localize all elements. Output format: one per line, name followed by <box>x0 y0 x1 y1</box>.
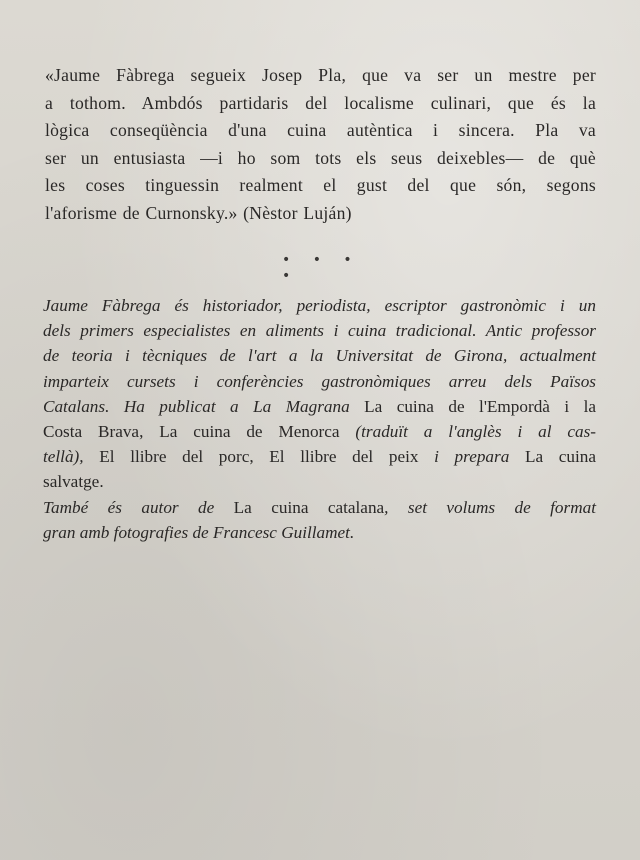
author-bio <box>43 293 596 545</box>
bio-text-italic: tellà), <box>43 447 84 467</box>
bio-text-italic: També és autor de <box>43 497 215 517</box>
bio-line <box>43 394 596 419</box>
dot-separator: • • • • <box>282 252 361 284</box>
quote-block <box>45 62 596 228</box>
bio-text-italic: (traduït a l'anglès i al cas- <box>355 422 597 442</box>
bio-line: gran amb fotografies de Francesc Guillamet. <box>43 522 355 542</box>
bio-line: de teoria i tècniques de l'art a la Universitat de Girona, actualment <box>43 346 596 366</box>
quote-line: «Jaume Fàbrega segueix Josep Pla, que va ser un mestre per <box>45 65 596 85</box>
bio-text-italic: Catalans. Ha publicat a La Magrana <box>43 396 350 416</box>
bio-text-italic: i prepara <box>434 447 510 467</box>
bio-line: imparteix cursets i conferències gastronòmiques arreu dels Països <box>43 371 596 391</box>
quote-line: ser un entusiasta —i ho som tots els seus deixebles— de què <box>45 147 596 168</box>
quote-line: a tothom. Ambdós partidaris del localisme culinari, que és la <box>45 92 596 113</box>
quote-line: l'aforisme de Curnonsky.» (Nèstor Luján) <box>45 202 352 223</box>
book-title: El llibre del porc, El llibre del peix <box>83 447 435 467</box>
quote-line: les coses tinguessin realment el gust del que són, segons <box>45 175 596 196</box>
bio-line <box>43 419 596 444</box>
book-title: La cuina <box>509 447 596 467</box>
book-title: salvatge. <box>43 472 104 492</box>
book-title: Costa Brava, La cuina de Menorca <box>43 422 356 442</box>
book-title: La cuina catalana <box>214 497 385 517</box>
bio-text-italic: , set volums de format <box>384 497 596 517</box>
quote-line: lògica conseqüència d'una cuina autèntica i sincera. Pla va <box>45 120 596 141</box>
bio-line: Jaume Fàbrega és historiador, periodista, escriptor gastronòmic i un <box>43 296 596 315</box>
bio-line <box>43 444 596 469</box>
bio-line: dels primers especialistes en aliments i cuina tradicional. Antic professor <box>43 321 596 341</box>
book-title: La cuina de l'Empordà i la <box>349 396 597 416</box>
bio-line <box>43 495 596 520</box>
